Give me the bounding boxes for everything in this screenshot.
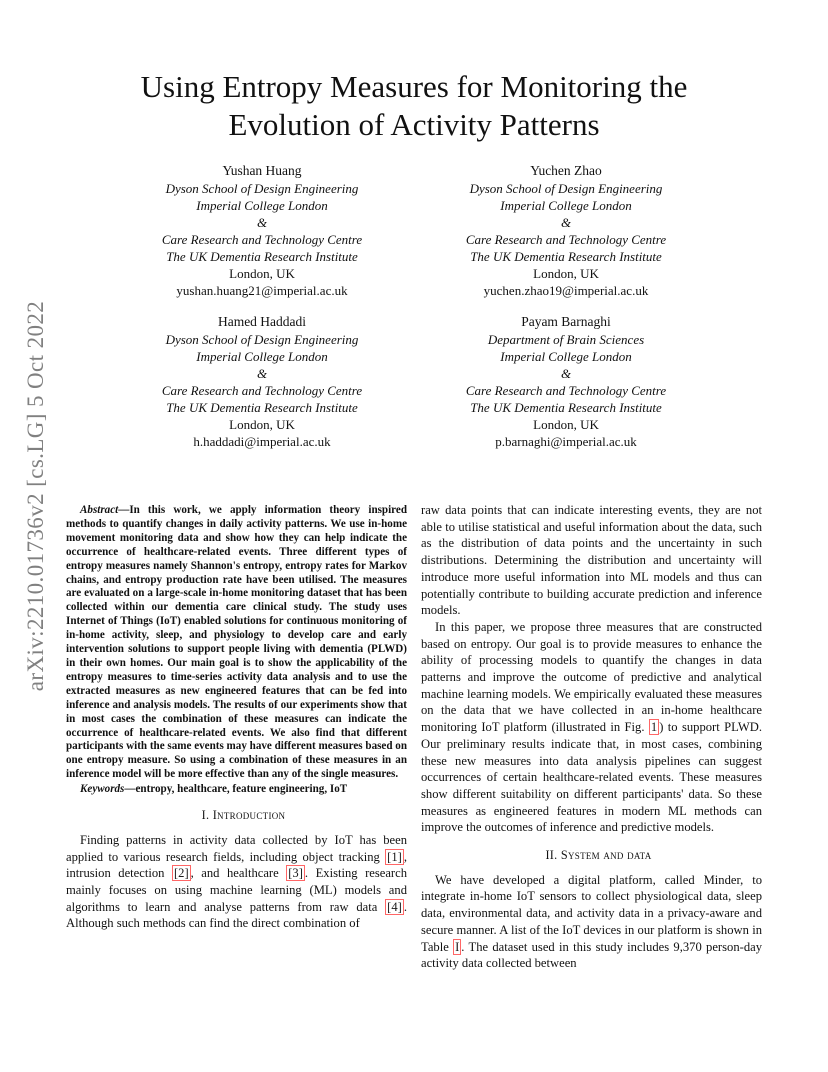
- affiliation-line: Imperial College London: [500, 198, 632, 213]
- abstract-text: —In this work, we apply information theory inspired methods to quantify changes in daily activity patterns. We use in-home movement monitoring data and show how they can help indicate the occurrence of healthcare-related events. Three different types of entropy measures namely Shannon's entropy, entropy rates for Markov chains, and entropy production rate have been utilised. The measures are evaluated on a large-scale in-home monitoring dataset that has been collected within our dementia care clinical study. The study uses Internet of Things (IoT) enabled solutions for continuous monitoring of in-home activity, sleep, and physiology to develop care and early intervention solutions to support people living with dementia (PLWD) in their own homes. Our main goal is to show the applicability of the entropy measures to time-series activity data analysis and to use the extracted measures as new engineered features that can be fed into inference and analysis models. The results of our experiments show that in most cases the combination of these measures can indicate the occurrence of healthcare-related events. We also find that different participants with the same events may have different measures based on one entropy measure. So using a combination of these measures in an inference model will be more effective than any of the single measures.: [66, 504, 408, 781]
- author-block-3: [112, 313, 412, 450]
- author-location: London, UK: [533, 417, 599, 432]
- affiliation-line: &: [256, 366, 268, 381]
- author-name: Hamed Haddadi: [217, 314, 307, 329]
- citation-link[interactable]: [4]: [387, 899, 402, 914]
- affiliation-line: The UK Dementia Research Institute: [166, 249, 358, 264]
- affiliation-line: The UK Dementia Research Institute: [470, 249, 662, 264]
- author-block-2: [416, 162, 716, 299]
- figure-link[interactable]: 1: [650, 720, 658, 735]
- abstract-label: Abstract: [80, 504, 119, 516]
- author-location: London, UK: [229, 417, 295, 432]
- arxiv-sidebar: [21, 296, 51, 696]
- author-location: London, UK: [533, 266, 599, 281]
- system-paragraph-1: We have developed a digital platform, called Minder, to integrate in-home IoT sensors to collect physiological data, sleep data, environmental data, and activity data in a privacy-aware and secure manner. A list of the IoT devices in our platform is shown in Table I . The dataset used in this study includes 9,370 person-day activity data collected between: [421, 872, 763, 971]
- affiliation-line: &: [256, 215, 268, 230]
- affiliation-line: Imperial College London: [196, 198, 328, 213]
- abstract: [66, 504, 407, 782]
- affiliation-line: Care Research and Technology Centre: [161, 232, 363, 247]
- author-location: London, UK: [229, 266, 295, 281]
- author-email: p.barnaghi@imperial.ac.uk: [495, 434, 637, 449]
- citation-link[interactable]: [3]: [288, 866, 303, 881]
- keywords-label: Keywords: [80, 783, 125, 796]
- intro-paragraph-continued: raw data points that can indicate interesting events, they are not able to utilise statistical and useful information about the data, such as the distribution of data points and the uncertainty in such distributions. Determining the distribution and uncertainty will introduce more useful information into ML models and thus can potentially contribute to building accurate prediction and inference models.: [421, 503, 762, 618]
- citation-link[interactable]: [2]: [173, 866, 189, 881]
- intro-paragraph-1: Finding patterns in activity data collected by IoT has been applied to various research fields, including object tracking [1] , intrusion detection [2] , and healthcare [3] . Existing research mainly focuses on using machine learning (ML) models and algorithms to learn and analyse patterns from raw data [4] . Although such methods can find the direct combination of: [66, 832, 408, 931]
- keywords: [66, 782, 407, 796]
- author-email: yushan.huang21@imperial.ac.uk: [176, 283, 348, 298]
- affiliation-line: Care Research and Technology Centre: [161, 383, 363, 398]
- author-name: Payam Barnaghi: [521, 314, 611, 329]
- arxiv-identifier: arXiv:2210.01736v2 [cs.LG] 5 Oct 2022: [23, 300, 48, 692]
- paper-title: [60, 68, 768, 144]
- author-email: yuchen.zhao19@imperial.ac.uk: [483, 283, 649, 298]
- table-link[interactable]: I: [455, 939, 460, 954]
- affiliation-line: &: [560, 215, 572, 230]
- affiliation-line: Imperial College London: [196, 349, 328, 364]
- section-heading-introduction: I. Introduction: [201, 808, 286, 823]
- left-column: [66, 504, 407, 932]
- section-heading-system-and-data: II. System and data: [545, 848, 652, 863]
- author-block-1: [112, 162, 412, 299]
- author-name: Yushan Huang: [222, 163, 302, 178]
- affiliation-line: Department of Brain Sciences: [487, 332, 645, 347]
- keywords-text: —entropy, healthcare, feature engineering, IoT: [124, 783, 348, 796]
- affiliation-line: &: [560, 366, 572, 381]
- affiliation-line: The UK Dementia Research Institute: [470, 400, 662, 415]
- intro-paragraph-2: In this paper, we propose three measures that are constructed based on entropy. Our goal is to provide measures to enhance the ability of processing models to quantify the changes in data patterns and improve the outcome of predictive and analytical machine learning models. We empirically evaluated these measures on the data that we have collected in an in-home healthcare monitoring IoT platform (illustrated in Fig. 1 ) to support PLWD. Our preliminary results indicate that, in most cases, combining these new measures into data analysis pipelines can suggest occurrences of certain healthcare-related events. These measures show different suitability on different participants' data. So these measures as engineered features in modern ML methods can improve the outcomes of inference and predictive models.: [421, 619, 762, 835]
- affiliation-line: Dyson School of Design Engineering: [165, 181, 359, 196]
- affiliation-line: Dyson School of Design Engineering: [165, 332, 359, 347]
- affiliation-line: Care Research and Technology Centre: [465, 383, 667, 398]
- author-name: Yuchen Zhao: [530, 163, 602, 178]
- affiliation-line: Dyson School of Design Engineering: [469, 181, 663, 196]
- title-line-1: Using Entropy Measures for Monitoring the: [140, 69, 688, 104]
- right-column: [421, 502, 762, 972]
- affiliation-line: The UK Dementia Research Institute: [166, 400, 358, 415]
- affiliation-line: Imperial College London: [500, 349, 632, 364]
- title-line-2: Evolution of Activity Patterns: [228, 107, 600, 142]
- citation-link[interactable]: [1]: [387, 849, 402, 864]
- author-email: h.haddadi@imperial.ac.uk: [193, 434, 331, 449]
- affiliation-line: Care Research and Technology Centre: [465, 232, 667, 247]
- author-block-4: [416, 313, 716, 450]
